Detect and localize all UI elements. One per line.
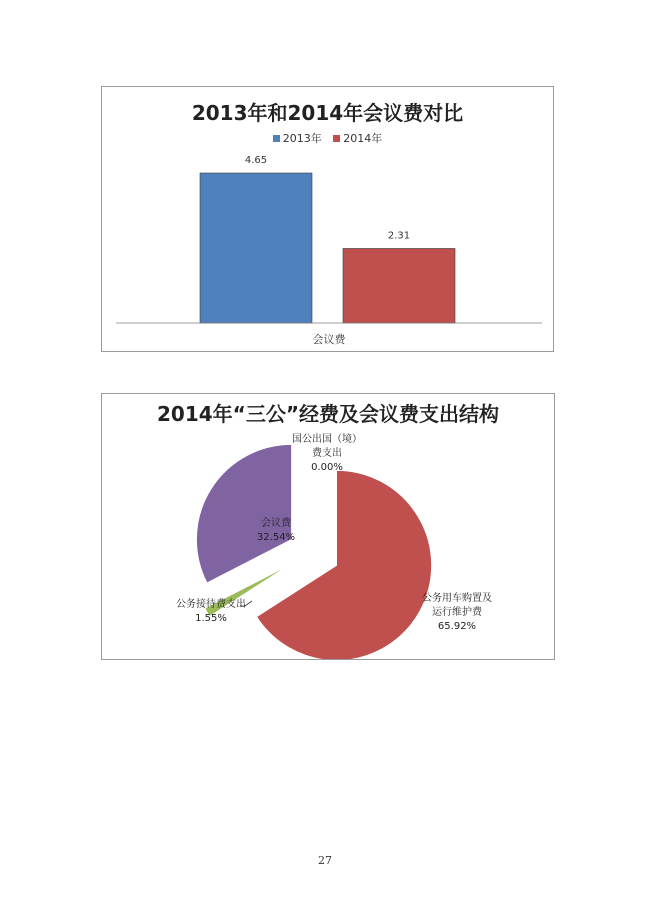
x-tick-label: 会议费	[312, 333, 346, 346]
bar-2014年	[343, 248, 455, 323]
pie-plot-area	[102, 394, 554, 659]
pie-chart	[101, 393, 555, 660]
pie-slice-label: 费支出	[312, 448, 342, 459]
pie-slice-label: 公务用车购置及	[422, 593, 492, 604]
pie-slice-label: 公务接待费支出	[176, 599, 246, 610]
pie-slice-label: 会议费	[261, 518, 291, 529]
bar-data-label: 4.65	[244, 155, 268, 166]
bar-chart	[101, 86, 554, 352]
legend-label-2013: 2013年	[282, 132, 322, 145]
pie-percent-label: 65.92%	[437, 621, 477, 632]
pie-chart-title: 2014年“三公”经费及会议费支出结构	[157, 402, 499, 426]
pie-slice-label: 国公出国（境）	[292, 434, 362, 445]
bar-data-label: 2.31	[387, 230, 411, 242]
bar-chart-title: 2013年和2014年会议费对比	[191, 101, 464, 125]
pie-percent-label: 0.00%	[311, 462, 343, 473]
legend-label-2014: 2014年	[343, 132, 383, 145]
bar-2013年	[200, 173, 312, 323]
pie-percent-label: 1.55%	[195, 613, 227, 624]
bar-plot-area	[102, 87, 553, 351]
pie-slice-label: 运行维护费	[432, 607, 482, 618]
page-number: 27	[318, 854, 332, 867]
pie-percent-label: 32.54%	[256, 532, 296, 543]
pie-slice	[197, 444, 292, 582]
